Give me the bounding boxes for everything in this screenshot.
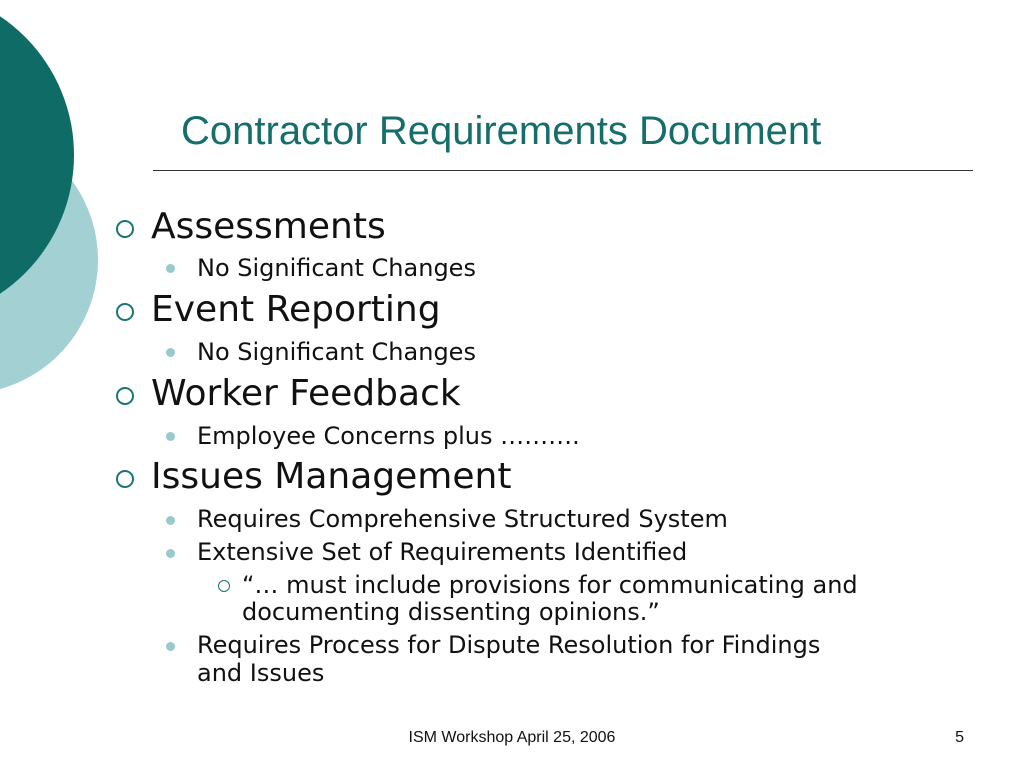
- hollow-circle-bullet-icon: [116, 303, 134, 321]
- dot-bullet-icon: [166, 549, 175, 558]
- page-number: 5: [955, 729, 964, 746]
- point-structured-system: Requires Comprehensive Structured System: [197, 505, 728, 533]
- heading-assessments: Assessments: [151, 206, 386, 247]
- dot-bullet-icon: [166, 516, 175, 525]
- point-employee-concerns: Employee Concerns plus ……….: [197, 422, 580, 450]
- dot-bullet-icon: [166, 348, 175, 357]
- heading-worker-feedback: Worker Feedback: [151, 373, 461, 414]
- dot-bullet-icon: [166, 642, 175, 651]
- subpoint-quote-line-2: documenting dissenting opinions.”: [242, 598, 660, 626]
- subpoint-quote-line-1: “… must include provisions for communicating and: [242, 571, 858, 599]
- hollow-circle-bullet-icon: [116, 470, 134, 488]
- point-dispute-resolution-line-1: Requires Process for Dispute Resolution for Findings: [197, 631, 821, 659]
- hollow-circle-bullet-icon: [218, 580, 230, 592]
- hollow-circle-bullet-icon: [116, 220, 134, 238]
- footer-text: ISM Workshop April 25, 2006: [408, 729, 616, 746]
- hollow-circle-bullet-icon: [116, 387, 134, 405]
- point-event-reporting-changes: No Significant Changes: [197, 338, 476, 366]
- heading-event-reporting: Event Reporting: [151, 289, 441, 330]
- dot-bullet-icon: [166, 264, 175, 273]
- point-requirements-identified: Extensive Set of Requirements Identified: [197, 538, 688, 566]
- title-divider: [153, 170, 973, 171]
- heading-issues-management: Issues Management: [151, 456, 512, 497]
- point-dispute-resolution-line-2: and Issues: [197, 659, 325, 687]
- point-assessments-changes: No Significant Changes: [197, 254, 476, 282]
- dot-bullet-icon: [166, 432, 175, 441]
- slide-title: Contractor Requirements Document: [181, 109, 822, 153]
